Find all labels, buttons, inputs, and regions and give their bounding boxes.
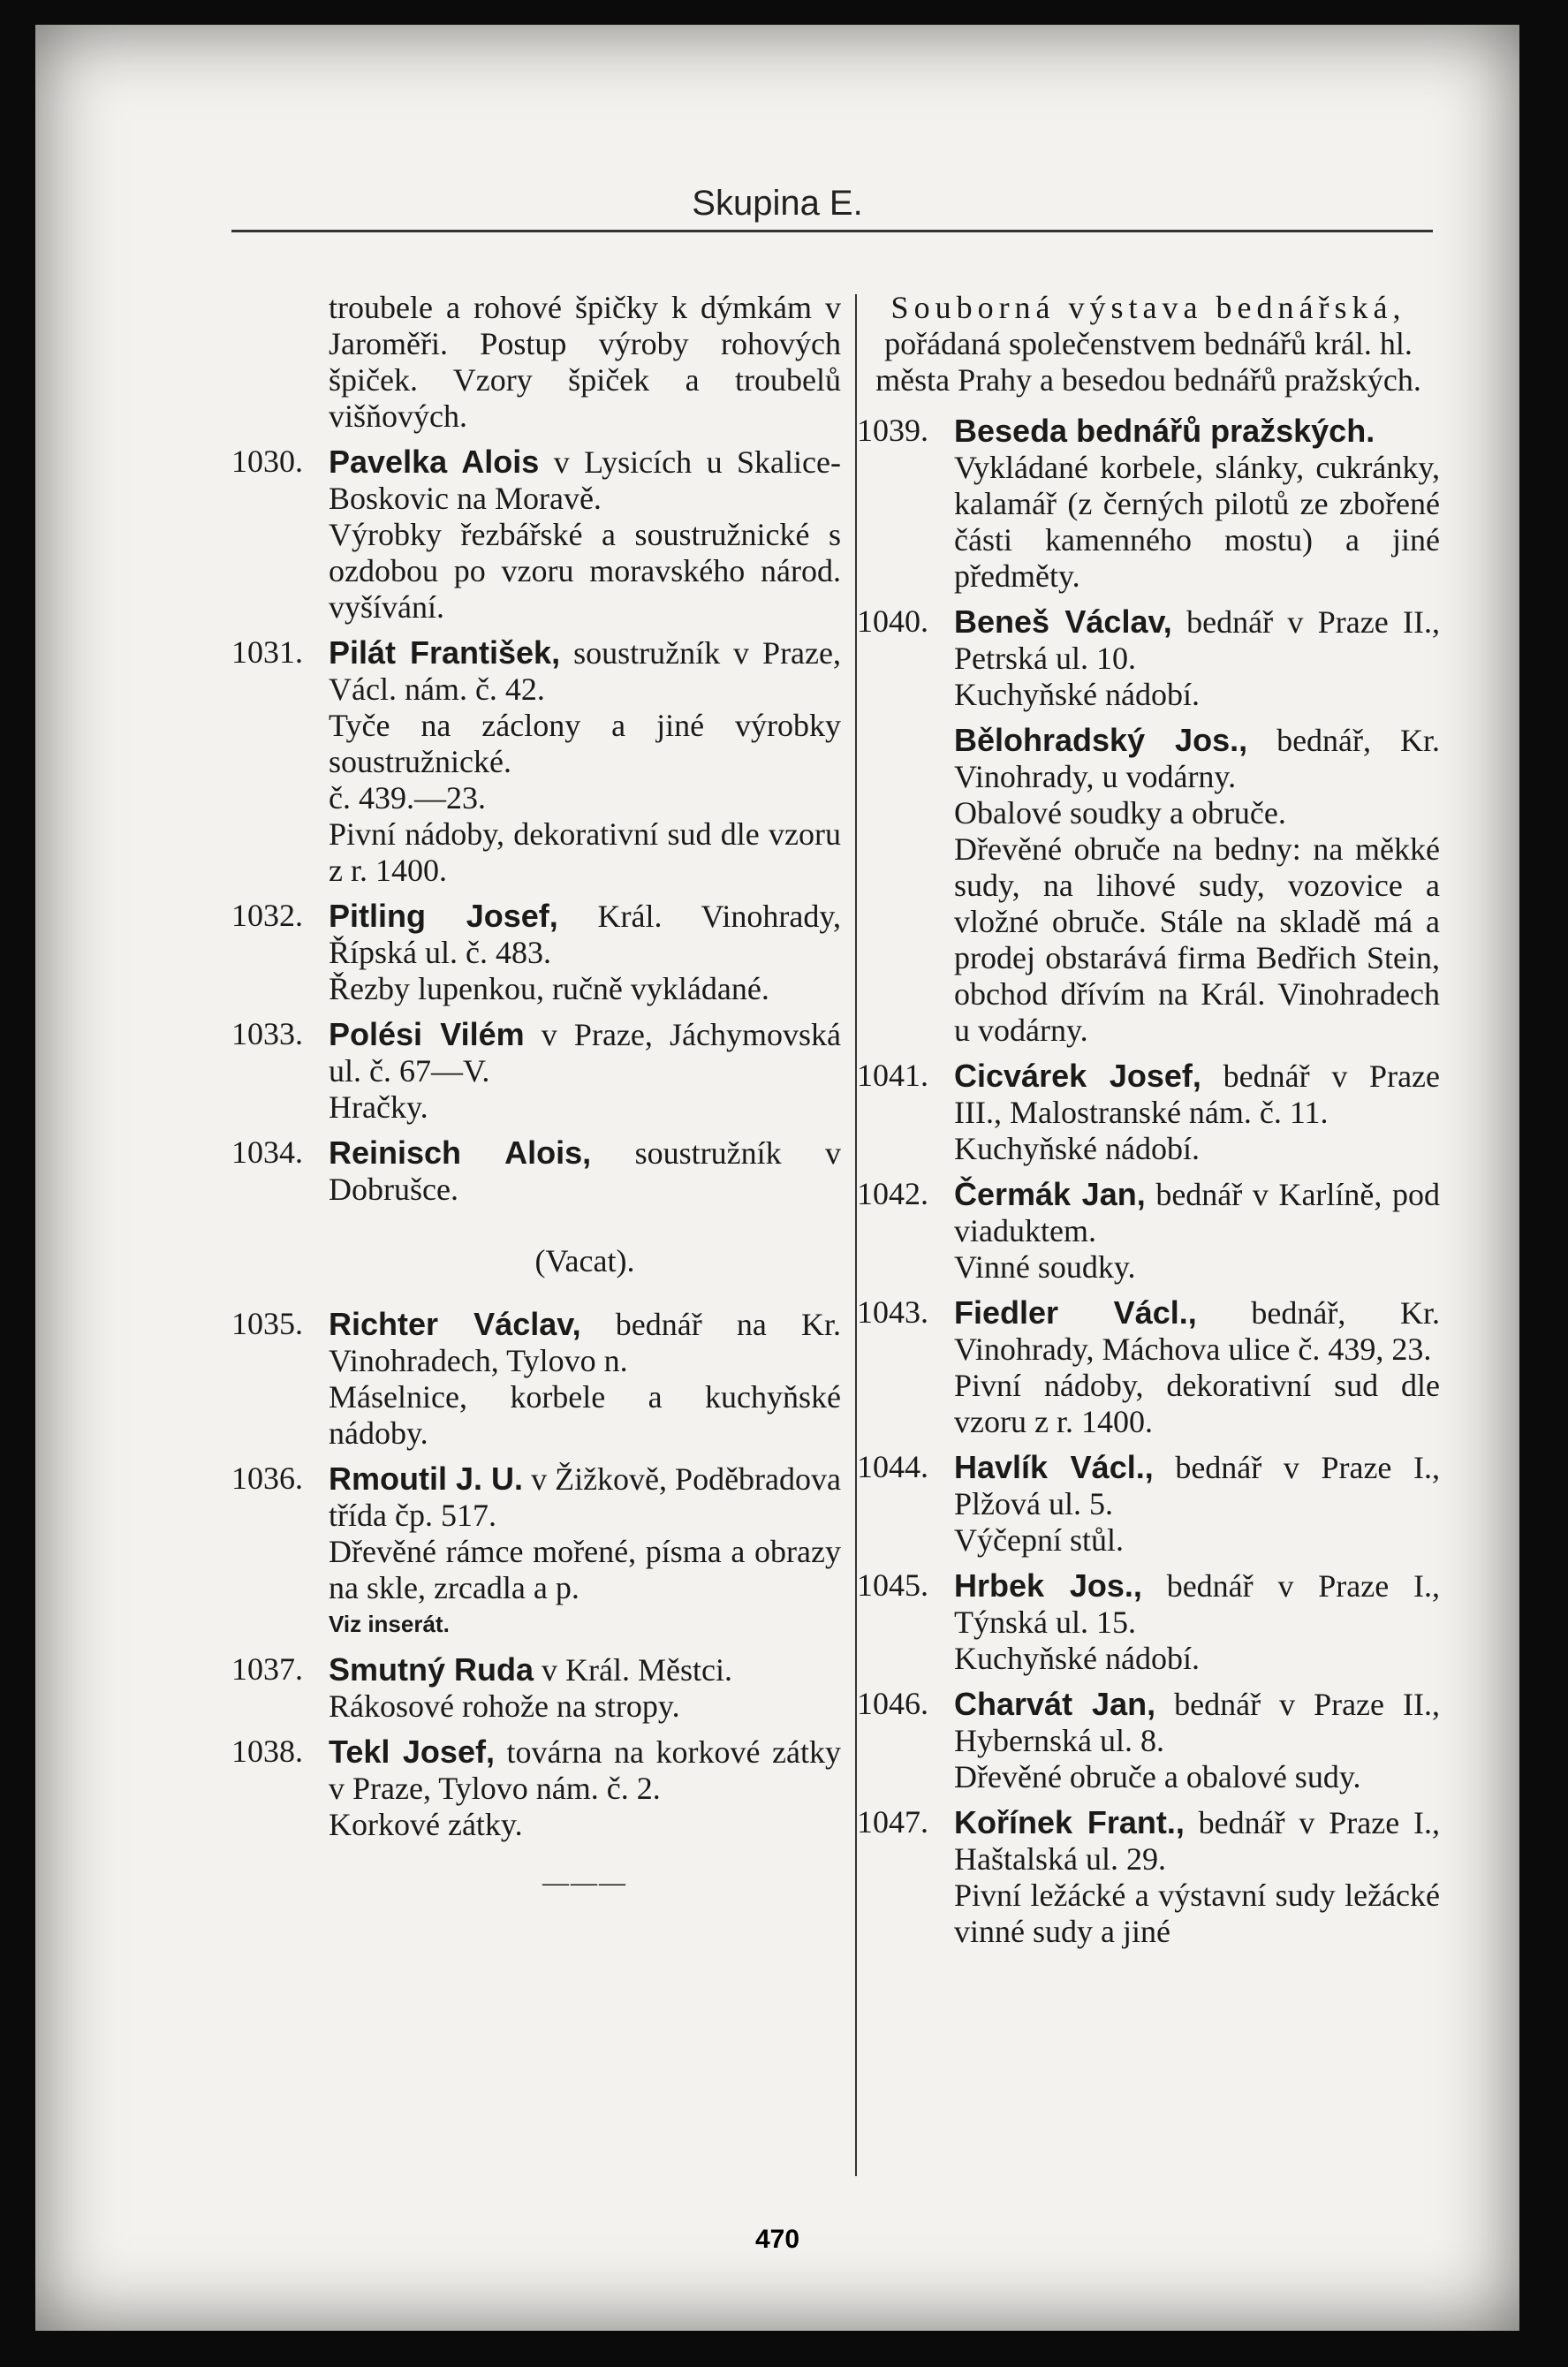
right-entries bbox=[857, 413, 1440, 713]
entry-item: Kuchyňské nádobí. bbox=[954, 1641, 1200, 1676]
left-column bbox=[231, 290, 841, 1900]
entry-name: Hrbek Jos., bbox=[954, 1567, 1142, 1604]
catalog-entry bbox=[231, 444, 841, 626]
entry-number: 1042. bbox=[857, 1176, 928, 1211]
section-title: Souborná výstava bednářská, bbox=[890, 290, 1406, 325]
entry-number: 1047. bbox=[857, 1804, 928, 1840]
entry-name: Smutný Ruda bbox=[329, 1651, 534, 1688]
entry-number: 1045. bbox=[857, 1567, 928, 1603]
catalog-entry bbox=[231, 1134, 841, 1208]
entry-name: Charvát Jan, bbox=[954, 1686, 1156, 1722]
entry-item: Obalové soudky a obruče. bbox=[954, 795, 1286, 831]
catalog-entry bbox=[857, 413, 1440, 595]
entry-item: Vinné soudky. bbox=[954, 1249, 1136, 1285]
entry-name: Reinisch Alois, bbox=[329, 1134, 592, 1171]
left-entries bbox=[231, 444, 841, 1208]
entry-name: Tekl Josef, bbox=[329, 1734, 495, 1770]
entry-number: 1043. bbox=[857, 1294, 928, 1330]
entry-item: Kuchyňské nádobí. bbox=[954, 677, 1200, 712]
entry-item: Dřevěné obruče na bedny: na měkké sudy, na lihové sudy, vozovice a vložné obruče. Stále na skladě má a prodej obstarává firma Bedřich Stein, obchod dřívím na Král. Vinohradech u vodárny. bbox=[954, 831, 1440, 1048]
entry-address: v Žižkově, Poděbradova třída čp. 517. bbox=[329, 1461, 841, 1533]
entry-address: bednář v Praze I., Týnská ul. 15. bbox=[954, 1568, 1440, 1640]
right-column bbox=[857, 290, 1440, 1959]
entry-number: 1039. bbox=[857, 413, 928, 448]
entry-name: Čermák Jan, bbox=[954, 1176, 1146, 1212]
continuation-text: troubele a rohové špičky k dýmkám v Jaroměři. Postup výroby rohových špiček. Vzory špiček a troubelů višňových. bbox=[329, 290, 841, 434]
entry-number: 1038. bbox=[231, 1734, 303, 1769]
header-rule bbox=[231, 230, 1433, 232]
entry-name: Richter Václav, bbox=[329, 1306, 581, 1342]
catalog-entry bbox=[857, 1176, 1440, 1286]
entry-address: bednář, Kr. Vinohrady, u vodárny. bbox=[954, 723, 1440, 794]
entry-address: bednář na Kr. Vinohradech, Tylovo n. bbox=[329, 1307, 841, 1378]
entry-number: 1044. bbox=[857, 1449, 928, 1484]
entry-item: Pivní nádoby, dekorativní sud dle vzoru z r. 1400. bbox=[954, 1368, 1440, 1439]
entry-item: Rákosové rohože na stropy. bbox=[329, 1688, 680, 1724]
entry-address: bednář v Praze III., Malostranské nám. č. 11. bbox=[954, 1058, 1440, 1130]
catalog-entry bbox=[857, 1567, 1440, 1677]
catalog-entry bbox=[857, 1058, 1440, 1167]
entry-note: Viz inserát. bbox=[329, 1611, 450, 1637]
entry-name: Polési Vilém bbox=[329, 1016, 525, 1052]
entry-address: bednář v Praze I., Haštalská ul. 29. bbox=[954, 1805, 1440, 1877]
entry-item: č. 439.—23. bbox=[329, 780, 486, 816]
entry-item: Tyče na záclony a jiné výrobky soustružnické. bbox=[329, 708, 841, 779]
catalog-entry bbox=[231, 1734, 841, 1843]
entry-name: Bělohradský Jos., bbox=[954, 722, 1248, 758]
page bbox=[35, 25, 1519, 2331]
entry-address: v Praze, Jáchymovská ul. č. 67—V. bbox=[329, 1017, 841, 1089]
catalog-entry bbox=[231, 1306, 841, 1452]
entry-number: 1037. bbox=[231, 1651, 303, 1687]
entry-name: Kořínek Frant., bbox=[954, 1804, 1185, 1840]
catalog-entry bbox=[857, 1804, 1440, 1950]
entry-address: v Král. Městci. bbox=[534, 1652, 732, 1688]
entry-item: Korkové zátky. bbox=[329, 1807, 523, 1842]
entry-address: bednář, Kr. Vinohrady, Máchova ulice č. 439, 23. bbox=[954, 1295, 1440, 1367]
catalog-entry bbox=[231, 1651, 841, 1725]
entry-address: v Lysicích u Skalice-Boskovic na Moravě. bbox=[329, 444, 841, 516]
entry-name: Beseda bednářů pražských. bbox=[954, 413, 1375, 449]
catalog-entry bbox=[857, 1686, 1440, 1795]
entry-name: Rmoutil J. U. bbox=[329, 1460, 524, 1497]
entry-number: 1046. bbox=[857, 1686, 928, 1721]
entry-item: Výrobky řezbářské a soustružnické s ozdobou po vzoru moravského národ. vyšívání. bbox=[329, 517, 841, 625]
entry-item: Pivní nádoby, dekorativní sud dle vzoru z r. 1400. bbox=[329, 816, 841, 888]
entry-number: 1031. bbox=[231, 634, 303, 670]
entry-item: Řezby lupenkou, ručně vykládané. bbox=[329, 971, 769, 1006]
entry-address: bednář v Karlíně, pod viaduktem. bbox=[954, 1177, 1440, 1248]
vacat-note: (Vacat). bbox=[534, 1243, 635, 1278]
ornament-rule: ——— bbox=[542, 1868, 627, 1897]
left-entries-continued bbox=[231, 1306, 841, 1843]
entry-number: 1041. bbox=[857, 1058, 928, 1093]
entry-name: Havlík Václ., bbox=[954, 1449, 1154, 1485]
catalog-entry bbox=[231, 1016, 841, 1126]
entry-number: 1032. bbox=[231, 898, 303, 933]
entry-number: 1030. bbox=[231, 444, 303, 479]
entry-address: soustružník v Praze, Václ. nám. č. 42. bbox=[329, 635, 841, 707]
entry-item: Pivní ležácké a výstavní sudy ležácké vinné sudy a jiné bbox=[954, 1878, 1440, 1949]
section-description: pořádaná společenstvem bednářů král. hl. města Prahy a besedou bednářů pražských. bbox=[875, 326, 1421, 398]
entry-item: Vykládané korbele, slánky, cukránky, kalamář (z černých pilotů ze zbořené části kamenného mostu) a jiné předměty. bbox=[954, 450, 1440, 594]
entry-name: Pitling Josef, bbox=[329, 898, 558, 934]
entry-address: Král. Vinohrady, Řípská ul. č. 483. bbox=[329, 899, 841, 970]
catalog-entry bbox=[231, 634, 841, 889]
page-header: Skupina E. bbox=[692, 184, 863, 223]
catalog-entry bbox=[231, 1460, 841, 1642]
entry-address: soustružník v Dobrušce. bbox=[329, 1135, 841, 1207]
entry-name: Cicvárek Josef, bbox=[954, 1058, 1201, 1094]
entry-item: Výčepní stůl. bbox=[954, 1522, 1124, 1558]
entry-item: Dřevěné rámce mořené, písma a obrazy na skle, zrcadla a p. bbox=[329, 1534, 841, 1605]
entry-item: Máselnice, korbele a kuchyňské nádoby. bbox=[329, 1379, 841, 1451]
entry-name: Pavelka Alois bbox=[329, 444, 540, 480]
right-entries-continued bbox=[857, 1058, 1440, 1950]
entry-item: Hračky. bbox=[329, 1089, 428, 1125]
entry-number: 1036. bbox=[231, 1460, 303, 1496]
entry-name: Fiedler Václ., bbox=[954, 1294, 1197, 1331]
entry-item: Kuchyňské nádobí. bbox=[954, 1131, 1200, 1166]
page-number: 470 bbox=[754, 2225, 800, 2254]
catalog-entry bbox=[857, 603, 1440, 713]
entry-number: 1033. bbox=[231, 1016, 303, 1051]
entry-number: 1035. bbox=[231, 1306, 303, 1341]
catalog-entry bbox=[857, 1449, 1440, 1559]
entry-address: bednář v Praze II., Petrská ul. 10. bbox=[954, 604, 1440, 676]
entry-address: bednář v Praze I., Plžová ul. 5. bbox=[954, 1450, 1440, 1521]
entry-name: Pilát František, bbox=[329, 634, 561, 671]
entry-address: bednář v Praze II., Hybernská ul. 8. bbox=[954, 1687, 1441, 1758]
entry-item: Dřevěné obruče a obalové sudy. bbox=[954, 1759, 1361, 1794]
catalog-entry bbox=[231, 898, 841, 1007]
entry-address: továrna na korkové zátky v Praze, Tylovo nám. č. 2. bbox=[329, 1734, 841, 1806]
entry-unnumbered bbox=[857, 722, 1440, 1049]
entry-name: Beneš Václav, bbox=[954, 603, 1172, 640]
entry-number: 1034. bbox=[231, 1134, 303, 1170]
entry-number: 1040. bbox=[857, 603, 928, 639]
catalog-entry bbox=[857, 1294, 1440, 1440]
